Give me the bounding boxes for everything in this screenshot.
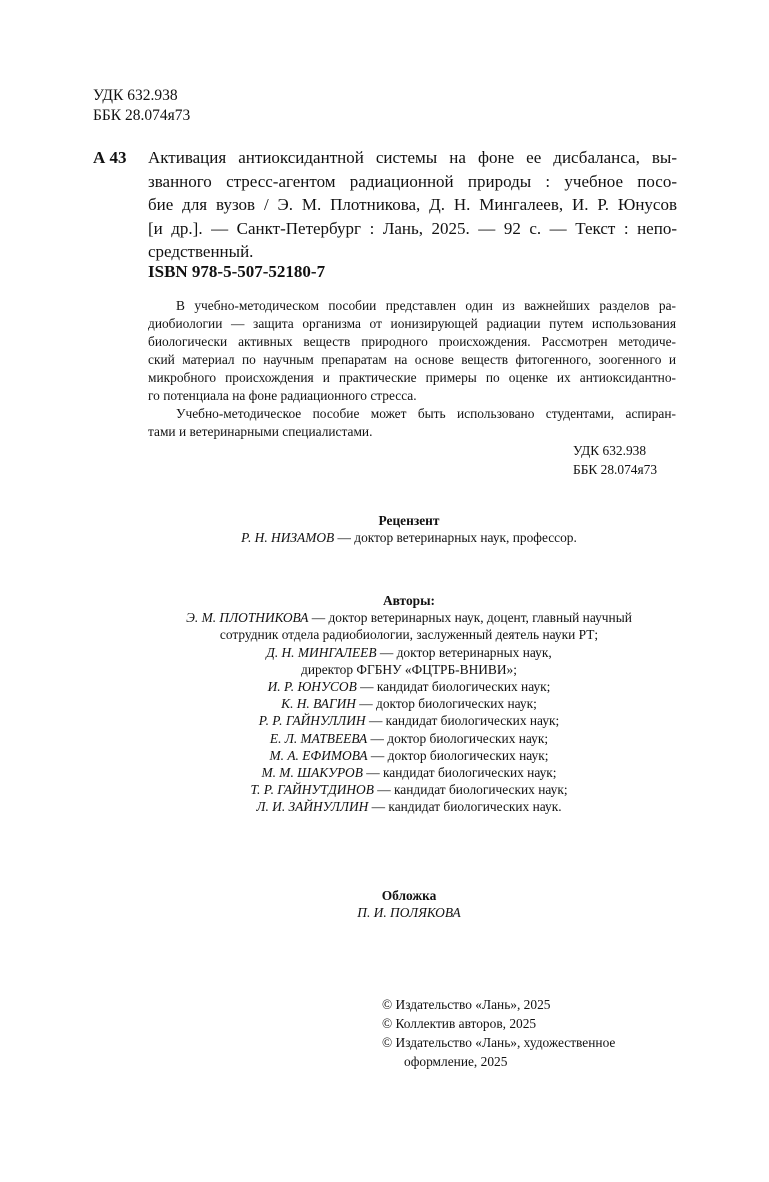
author-desc: директор ФГБНУ «ФЦТРБ-ВНИВИ»;: [301, 661, 517, 677]
author-name: М. М. ШАКУРОВ: [261, 765, 363, 781]
bibliographic-line: званного стресс-агентом радиационной природы : учебное посо-: [148, 171, 677, 191]
copyright-line: © Издательство «Лань», 2025: [382, 997, 551, 1012]
author-line: [92, 798, 726, 815]
reviewer-line: [92, 529, 726, 546]
annotation-line: го потенциала на фоне радиационного стресса.: [148, 388, 417, 403]
author-desc: — доктор биологических наук;: [367, 730, 549, 746]
author-line: [92, 678, 726, 695]
author-line: [92, 747, 726, 764]
author-line: [92, 644, 726, 661]
copyright-line: © Коллектив авторов, 2025: [382, 1016, 537, 1031]
annotation-paragraph: [148, 405, 676, 441]
annotation-paragraph: [148, 297, 676, 405]
bibliographic-line: Активация антиоксидантной системы на фоне ее дисбаланса, вы-: [148, 148, 677, 167]
author-desc: — доктор ветеринарных наук,: [376, 644, 552, 660]
annotation-line: биологически активных веществ природного происхождения. Рассмотрен методиче-: [148, 334, 676, 349]
copyright-block: [382, 995, 615, 1071]
author-name: Д. Н. МИНГАЛЕЕВ: [266, 644, 377, 660]
copyright-line: оформление, 2025: [404, 1054, 508, 1069]
authors-heading: Авторы:: [382, 593, 436, 608]
author-name: Е. Л. МАТВЕЕВА: [269, 730, 368, 746]
author-line: [92, 730, 726, 747]
udk-code: УДК 632.938: [573, 443, 647, 458]
bibliographic-description: [148, 146, 677, 264]
classification-block-top: [93, 86, 190, 126]
author-name: Л. И. ЗАЙНУЛЛИН: [256, 799, 369, 815]
author-desc: — кандидат биологических наук;: [356, 679, 551, 695]
catalog-entry: [93, 146, 677, 264]
author-desc: — кандидат биологических наук;: [373, 782, 568, 798]
bbk-code: ББК 28.074я73: [573, 462, 658, 477]
bbk-code: ББК 28.074я73: [93, 107, 191, 124]
annotation-line: ский материал по научным препаратам на основе веществ фитогенного, зоогенного и: [148, 352, 676, 367]
classification-block-right: [573, 441, 657, 479]
annotation-line: тами и ветеринарными специалистами.: [148, 424, 373, 439]
author-line: [92, 712, 726, 729]
author-desc: — доктор ветеринарных наук, доцент, главный научный: [308, 610, 632, 626]
author-line: [92, 781, 726, 798]
author-desc: — доктор биологических наук;: [367, 747, 549, 763]
author-line: [92, 661, 726, 678]
author-name: К. Н. ВАГИН: [281, 696, 356, 712]
author-desc: — кандидат биологических наук;: [362, 765, 557, 781]
udk-code: УДК 632.938: [93, 87, 178, 104]
reviewer-name: Р. Н. НИЗАМОВ: [241, 530, 335, 546]
annotation-line: диобиологии — защита организма от ионизирующей радиации путем использования: [148, 316, 676, 331]
bibliographic-line: средственный.: [148, 242, 254, 261]
reviewer-heading: Рецензент: [378, 513, 440, 528]
author-line: [92, 695, 726, 712]
isbn: ISBN 978-5-507-52180-7: [148, 262, 326, 281]
annotation-line: микробного происхождения и практические примеры по оценке их антиоксидантно-: [148, 370, 676, 385]
author-desc: — кандидат биологических наук.: [368, 799, 562, 815]
author-line: [92, 626, 726, 643]
author-name: И. Р. ЮНУСОВ: [267, 679, 357, 695]
copyright-line: © Издательство «Лань», художественное: [382, 1035, 616, 1050]
author-line: [92, 764, 726, 781]
annotation-line: В учебно-методическом пособии представлен один из важнейших разделов ра-: [176, 298, 676, 313]
bibliographic-line: бие для вузов / Э. М. Плотникова, Д. Н. Мингалеев, И. Р. Юнусов: [148, 195, 677, 214]
cover-credit-block: [92, 887, 726, 921]
authors-block: [92, 592, 726, 816]
cover-designer-name: П. И. ПОЛЯКОВА: [357, 905, 461, 921]
author-mark: А 43: [93, 148, 127, 167]
cover-heading: Обложка: [381, 888, 437, 903]
reviewer-desc: — доктор ветеринарных наук, профессор.: [334, 530, 577, 546]
annotation-line: Учебно-методическое пособие может быть использовано студентами, аспиран-: [176, 406, 676, 421]
author-line: [92, 609, 726, 626]
author-name: Р. Р. ГАЙНУЛЛИН: [258, 713, 366, 729]
author-name: Э. М. ПЛОТНИКОВА: [186, 610, 309, 626]
author-desc: — доктор биологических наук;: [355, 696, 537, 712]
bibliographic-line: [и др.]. — Санкт-Петербург : Лань, 2025. — 92 с. — Текст : непо-: [148, 218, 677, 238]
reviewer-block: [92, 512, 726, 546]
annotation: [148, 297, 676, 441]
author-name: М. А. ЕФИМОВА: [269, 747, 368, 763]
author-name: Т. Р. ГАЙНУТДИНОВ: [250, 782, 374, 798]
author-desc: — кандидат биологических наук;: [365, 713, 560, 729]
author-desc: сотрудник отдела радиобиологии, заслуженный деятель науки РТ;: [219, 627, 599, 643]
